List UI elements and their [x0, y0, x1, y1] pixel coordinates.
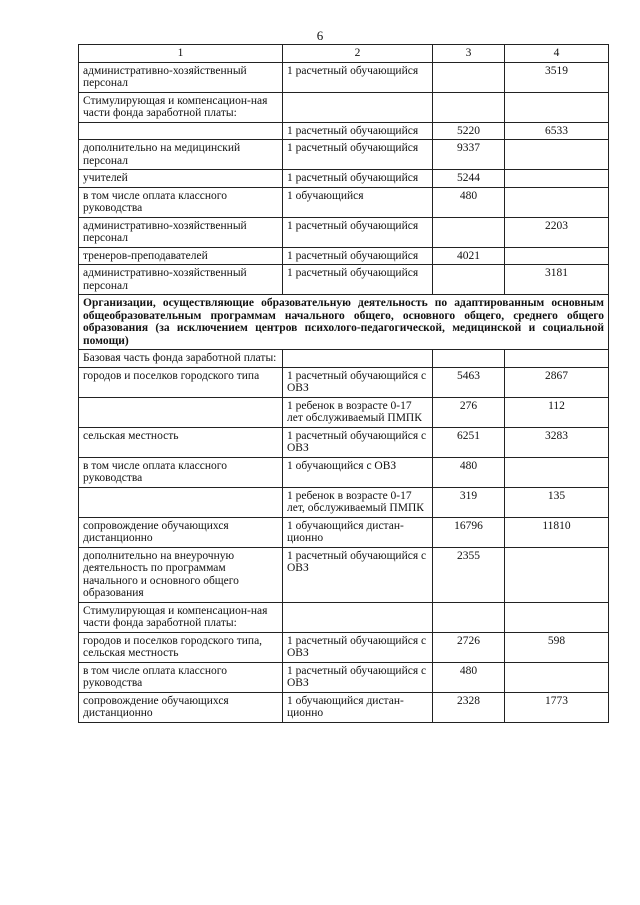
- table-row: [79, 122, 609, 140]
- row-value-col3: 319: [433, 487, 505, 517]
- row-unit: 1 расчетный обучающийся: [283, 247, 433, 265]
- table-row: [79, 367, 609, 397]
- row-value-col4: [505, 457, 609, 487]
- row-unit: 1 расчетный обучающийся: [283, 122, 433, 140]
- row-value-col3: 4021: [433, 247, 505, 265]
- row-value-col3: 2328: [433, 692, 505, 722]
- row-value-col4: 11810: [505, 517, 609, 547]
- row-category: в том числе оплата классного руководства: [79, 457, 283, 487]
- row-unit: 1 расчетный обучающийся: [283, 265, 433, 295]
- row-value-col4: 3519: [505, 62, 609, 92]
- row-value-col4: [505, 662, 609, 692]
- table-row: [79, 457, 609, 487]
- row-value-col3: [433, 350, 505, 368]
- row-value-col4: [505, 140, 609, 170]
- row-category: Базовая часть фонда заработной платы:: [79, 350, 283, 368]
- section-title: Организации, осуществляющие образовательную деятельность по адаптированным основным общеобразовательным программам начального общего, основного общего, среднего общего образования (за исключением центров психолого-педагогической, медицинской и социальной помощи): [79, 295, 609, 350]
- table-row: [79, 217, 609, 247]
- row-category: [79, 122, 283, 140]
- row-category: учителей: [79, 170, 283, 188]
- row-value-col4: 598: [505, 632, 609, 662]
- table-row: [79, 265, 609, 295]
- table-row: [79, 427, 609, 457]
- table-row: [79, 547, 609, 602]
- row-value-col3: 276: [433, 397, 505, 427]
- row-value-col4: 3283: [505, 427, 609, 457]
- row-value-col4: [505, 350, 609, 368]
- row-value-col3: 480: [433, 187, 505, 217]
- row-value-col3: 480: [433, 662, 505, 692]
- header-cell-1: 1: [79, 45, 283, 63]
- row-value-col3: 16796: [433, 517, 505, 547]
- row-category: в том числе оплата классного руководства: [79, 662, 283, 692]
- row-value-col4: 112: [505, 397, 609, 427]
- table-header-row: [79, 45, 609, 63]
- row-value-col3: [433, 265, 505, 295]
- row-category: сопровождение обучающихся дистанционно: [79, 517, 283, 547]
- table-row: [79, 517, 609, 547]
- row-value-col4: [505, 170, 609, 188]
- header-cell-3: 3: [433, 45, 505, 63]
- table-row: [79, 350, 609, 368]
- row-unit: 1 обучающийся дистан-ционно: [283, 517, 433, 547]
- table-row: [79, 187, 609, 217]
- table-row: [79, 662, 609, 692]
- row-value-col4: [505, 547, 609, 602]
- row-value-col4: [505, 247, 609, 265]
- table-row: [79, 170, 609, 188]
- row-value-col4: 3181: [505, 265, 609, 295]
- row-category: Стимулирующая и компенсацион-ная части фонда заработной платы:: [79, 92, 283, 122]
- table-row: [79, 140, 609, 170]
- row-value-col4: 1773: [505, 692, 609, 722]
- table-row: [79, 397, 609, 427]
- table-row: [79, 247, 609, 265]
- row-category: административно-хозяйственный персонал: [79, 62, 283, 92]
- row-unit: 1 расчетный обучающийся с ОВЗ: [283, 632, 433, 662]
- row-category: административно-хозяйственный персонал: [79, 265, 283, 295]
- row-unit: 1 расчетный обучающийся: [283, 140, 433, 170]
- row-unit: 1 расчетный обучающийся с ОВЗ: [283, 427, 433, 457]
- row-unit: 1 расчетный обучающийся: [283, 170, 433, 188]
- table-row: [79, 632, 609, 662]
- row-unit: [283, 92, 433, 122]
- row-value-col3: 5244: [433, 170, 505, 188]
- row-value-col4: 6533: [505, 122, 609, 140]
- table-row: [79, 692, 609, 722]
- row-value-col4: 2203: [505, 217, 609, 247]
- row-value-col3: 5220: [433, 122, 505, 140]
- row-value-col3: 480: [433, 457, 505, 487]
- row-category: дополнительно на внеурочную деятельность по программам начального и основного общего образования: [79, 547, 283, 602]
- row-unit: 1 обучающийся с ОВЗ: [283, 457, 433, 487]
- row-category: сельская местность: [79, 427, 283, 457]
- page-number: 6: [316, 28, 324, 43]
- row-value-col3: [433, 217, 505, 247]
- row-unit: 1 расчетный обучающийся: [283, 217, 433, 247]
- row-value-col3: 5463: [433, 367, 505, 397]
- row-unit: 1 обучающийся дистан-ционно: [283, 692, 433, 722]
- row-category: дополнительно на медицинский персонал: [79, 140, 283, 170]
- row-value-col3: 6251: [433, 427, 505, 457]
- row-category: городов и поселков городского типа: [79, 367, 283, 397]
- table-row: [79, 487, 609, 517]
- table-row: [79, 602, 609, 632]
- row-unit: 1 обучающийся: [283, 187, 433, 217]
- header-cell-2: 2: [283, 45, 433, 63]
- table-row: [79, 92, 609, 122]
- row-category: сопровождение обучающихся дистанционно: [79, 692, 283, 722]
- row-unit: 1 расчетный обучающийся с ОВЗ: [283, 662, 433, 692]
- row-value-col3: [433, 602, 505, 632]
- row-value-col4: [505, 92, 609, 122]
- row-category: [79, 487, 283, 517]
- row-unit: [283, 350, 433, 368]
- row-value-col3: 2726: [433, 632, 505, 662]
- row-unit: 1 ребенок в возрасте 0-17 лет обслуживаемый ПМПК: [283, 397, 433, 427]
- row-value-col4: 2867: [505, 367, 609, 397]
- row-category: тренеров-преподавателей: [79, 247, 283, 265]
- row-value-col3: [433, 92, 505, 122]
- row-unit: 1 ребенок в возрасте 0-17 лет, обслуживаемый ПМПК: [283, 487, 433, 517]
- row-value-col4: [505, 602, 609, 632]
- norms-table: [78, 44, 609, 723]
- row-category: городов и поселков городского типа, сельская местность: [79, 632, 283, 662]
- table-row: [79, 62, 609, 92]
- row-category: в том числе оплата классного руководства: [79, 187, 283, 217]
- section-row: [79, 295, 609, 350]
- table-body: [79, 45, 609, 723]
- header-cell-4: 4: [505, 45, 609, 63]
- row-unit: [283, 602, 433, 632]
- row-category: Стимулирующая и компенсацион-ная части фонда заработной платы:: [79, 602, 283, 632]
- row-category: [79, 397, 283, 427]
- row-value-col4: [505, 187, 609, 217]
- row-unit: 1 расчетный обучающийся: [283, 62, 433, 92]
- row-unit: 1 расчетный обучающийся с ОВЗ: [283, 367, 433, 397]
- row-value-col3: 2355: [433, 547, 505, 602]
- row-category: административно-хозяйственный персонал: [79, 217, 283, 247]
- row-value-col3: 9337: [433, 140, 505, 170]
- row-value-col4: 135: [505, 487, 609, 517]
- row-unit: 1 расчетный обучающийся с ОВЗ: [283, 547, 433, 602]
- row-value-col3: [433, 62, 505, 92]
